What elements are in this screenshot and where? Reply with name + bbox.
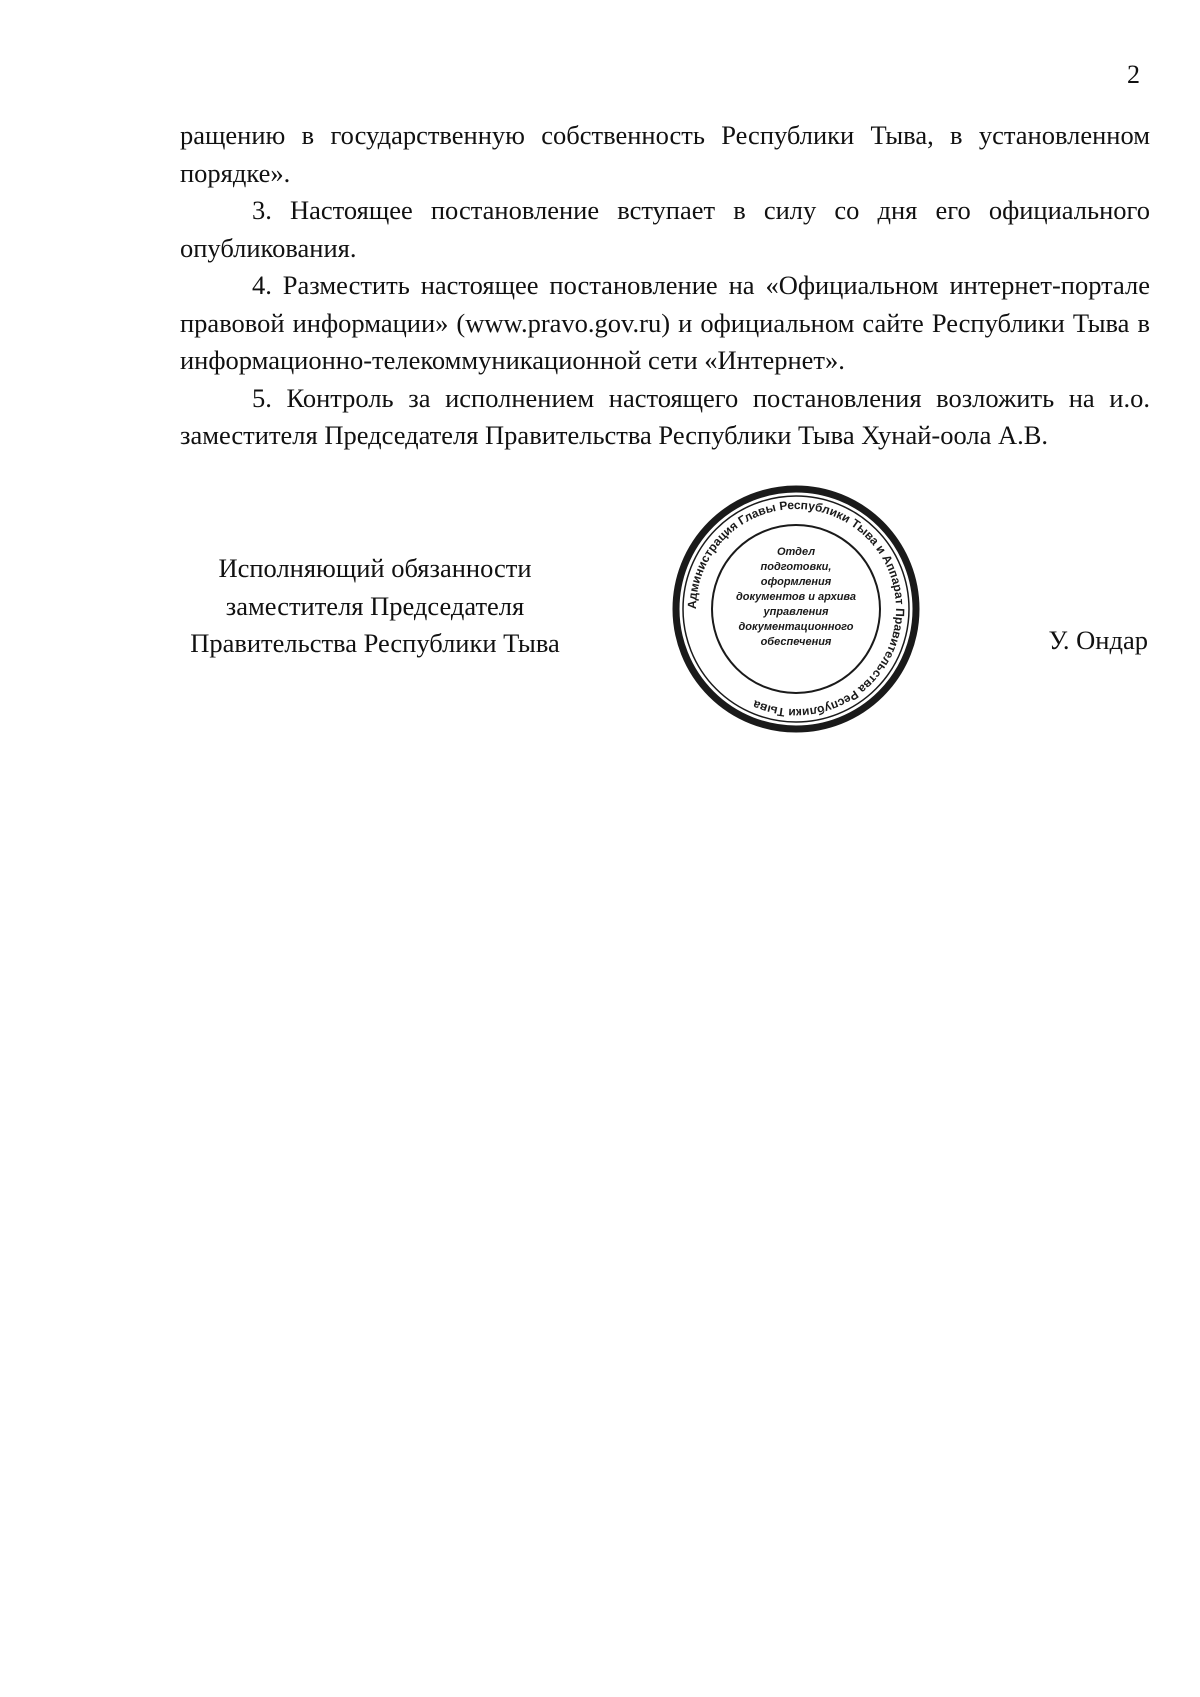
paragraph-continuation: ращению в государственную собственность Республики Тыва, в установленном порядке». (180, 120, 1150, 188)
stamp-inner-line: документов и архива (735, 591, 857, 603)
paragraph-item-5: 5. Контроль за исполнением настоящего постановления возложить на и.о. заместителя Председателя Правительства Республики Тыва Хунай-оола А.В. (180, 382, 1150, 450)
signature-position-line: заместителя Председателя (225, 590, 525, 621)
official-stamp (672, 485, 920, 733)
stamp-outer-text: Администрация Главы Республики Тыва и Аппарат Правительства Республики Тыва (684, 497, 908, 721)
signer-name: У. Ондар (1048, 625, 1148, 655)
signature-position (150, 550, 600, 663)
signature-position-line: Исполняющий обязанности (218, 553, 532, 583)
stamp-inner-line: обеспечения (760, 636, 832, 648)
stamp-inner-line: документационного (738, 621, 854, 633)
stamp-inner-line: оформления (760, 576, 832, 588)
document-body (180, 117, 1150, 455)
stamp-inner-line: управления (763, 606, 829, 618)
signature-position-line: Правительства Республики Тыва (190, 628, 560, 658)
paragraph-item-3: 3. Настоящее постановление вступает в силу со дня его официального опубликования. (180, 195, 1150, 263)
page-number: 2 (1127, 60, 1140, 89)
stamp-inner-line: Отдел (776, 546, 816, 558)
stamp-inner-line: подготовки, (760, 561, 832, 573)
paragraph-item-4: 4. Разместить настоящее постановление на «Официальном интернет-портале правовой информации» (www.pravo.gov.ru) и официальном сайте Республики Тыва в информационно-телекоммуникационной сети «Интернет». (180, 270, 1150, 375)
